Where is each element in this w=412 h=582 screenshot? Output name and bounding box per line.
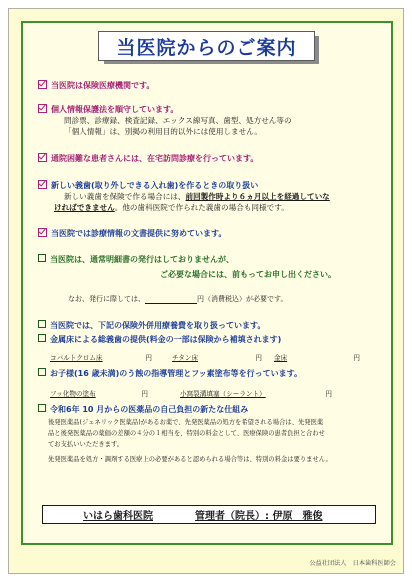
section-heading: 金属床による総義歯の提供(料金の一部は保険から補填されます) xyxy=(50,335,282,344)
checkmark-icon xyxy=(38,153,47,162)
denture-text-emphasis: ければできません xyxy=(54,203,115,212)
section-generic-drugs xyxy=(38,404,392,415)
checkmark-icon xyxy=(38,80,47,89)
denture-text-part: 。他の歯科医院で作られた義歯の場合も同様です。 xyxy=(114,203,289,212)
privacy-text-2: 「個人情報」は、別掲の利用目的以外には使用しません。 xyxy=(64,127,262,136)
section-heading: 新しい義歯(取り外しできる入れ歯)を作るときの取り扱い xyxy=(51,181,259,190)
section-metal-denture xyxy=(38,334,392,345)
denture-text-emphasis: 前回製作時より６ヵ月以上を経過していな xyxy=(185,192,330,201)
page-title: 当医院からのご案内 xyxy=(116,36,297,59)
section-home-visit xyxy=(38,153,392,164)
price-item: フッ化物の塗布 円 xyxy=(50,390,148,398)
notice-frame xyxy=(21,21,393,545)
metal-denture-prices xyxy=(50,353,392,363)
publisher-credit: 公益社団法人 日本歯科医師会 xyxy=(309,560,396,567)
section-extra-costs xyxy=(38,320,392,331)
fee-blank-line xyxy=(145,295,197,304)
section-heading: 当医院は保険医療機関です。 xyxy=(51,81,155,90)
section-heading: 通院困難な患者さんには、在宅訪問診療を行っています。 xyxy=(51,154,259,163)
price-item: 小窩裂溝填塞（シーラント） 円 xyxy=(180,390,332,398)
checkmark-icon xyxy=(38,180,47,189)
children-prices xyxy=(50,389,392,399)
privacy-text-1: 問診票、診療録、検査記録、エックス線写真、歯型、処方せん等の xyxy=(64,116,292,125)
generic-text-4: 先発医薬品を処方・調剤する医療上の必要があると認められる場合等は、特別の料金は要りません。 xyxy=(48,456,332,463)
price-item: 金床 円 xyxy=(274,354,360,362)
section-heading: 当医院は、通常明細書の発行はしておりませんが、 xyxy=(50,255,234,264)
section-heading: お子様(16 歳未満)のう蝕の指導管理とフッ素塗布等を行っています。 xyxy=(50,369,303,378)
generic-text-1: 後発医薬品(ジェネリック医薬品)があるお薬で、先発医薬品の処方を希望される場合は、先発医薬 xyxy=(48,419,324,426)
denture-text-1 xyxy=(64,192,392,202)
clinic-footer xyxy=(42,505,376,524)
section-heading: 当医院では、下記の保険外併用療養費を取り扱っています。 xyxy=(50,321,266,330)
section-heading: 個人情報保護法を順守しています。 xyxy=(51,105,179,114)
section-heading: 令和6年 10 月からの医薬品の自己負担の新たな仕組み xyxy=(50,405,249,414)
clinic-manager: 管理者（院長）: 伊原 雅俊 xyxy=(195,511,323,522)
section-statement xyxy=(38,254,392,265)
statement-fee xyxy=(68,294,392,304)
checkbox-icon xyxy=(38,320,46,328)
section-denture xyxy=(38,180,392,191)
price-item: コバルトクロム床 円 xyxy=(50,354,152,362)
denture-text-part: 新しい義歯を保険で作る場合には、 xyxy=(64,192,186,201)
statement-request xyxy=(160,270,392,280)
section-privacy xyxy=(38,104,392,115)
price-item: チタン床 円 xyxy=(172,354,262,362)
section-heading: 当医院では診療情報の文書提供に努めています。 xyxy=(51,229,227,238)
fee-text-part: 円（消費税込）が必要です。 xyxy=(197,295,288,303)
clinic-name: いはら歯科医院 xyxy=(83,511,153,522)
checkmark-icon xyxy=(38,228,47,237)
section-children xyxy=(38,368,392,379)
section-insurance xyxy=(38,80,392,91)
generic-text-3: てお支払いいただきます。 xyxy=(48,441,124,448)
checkmark-icon xyxy=(38,104,47,113)
checkbox-icon xyxy=(38,368,46,376)
checkbox-icon xyxy=(38,404,46,412)
title-box xyxy=(98,31,315,61)
section-documents xyxy=(38,228,392,239)
checkbox-icon xyxy=(38,254,46,262)
checkbox-icon xyxy=(38,334,46,342)
generic-text-2: 品と後発医薬品の薬価の差額の４分の１相当を、特別の料金として、医療保険の患者負担と合わせ xyxy=(48,430,325,437)
statement-request-text: ご必要な場合には、前もってお申し出ください。 xyxy=(160,270,336,279)
fee-text-part: なお、発行に際しては、 xyxy=(68,295,145,303)
denture-text-2 xyxy=(54,203,392,213)
